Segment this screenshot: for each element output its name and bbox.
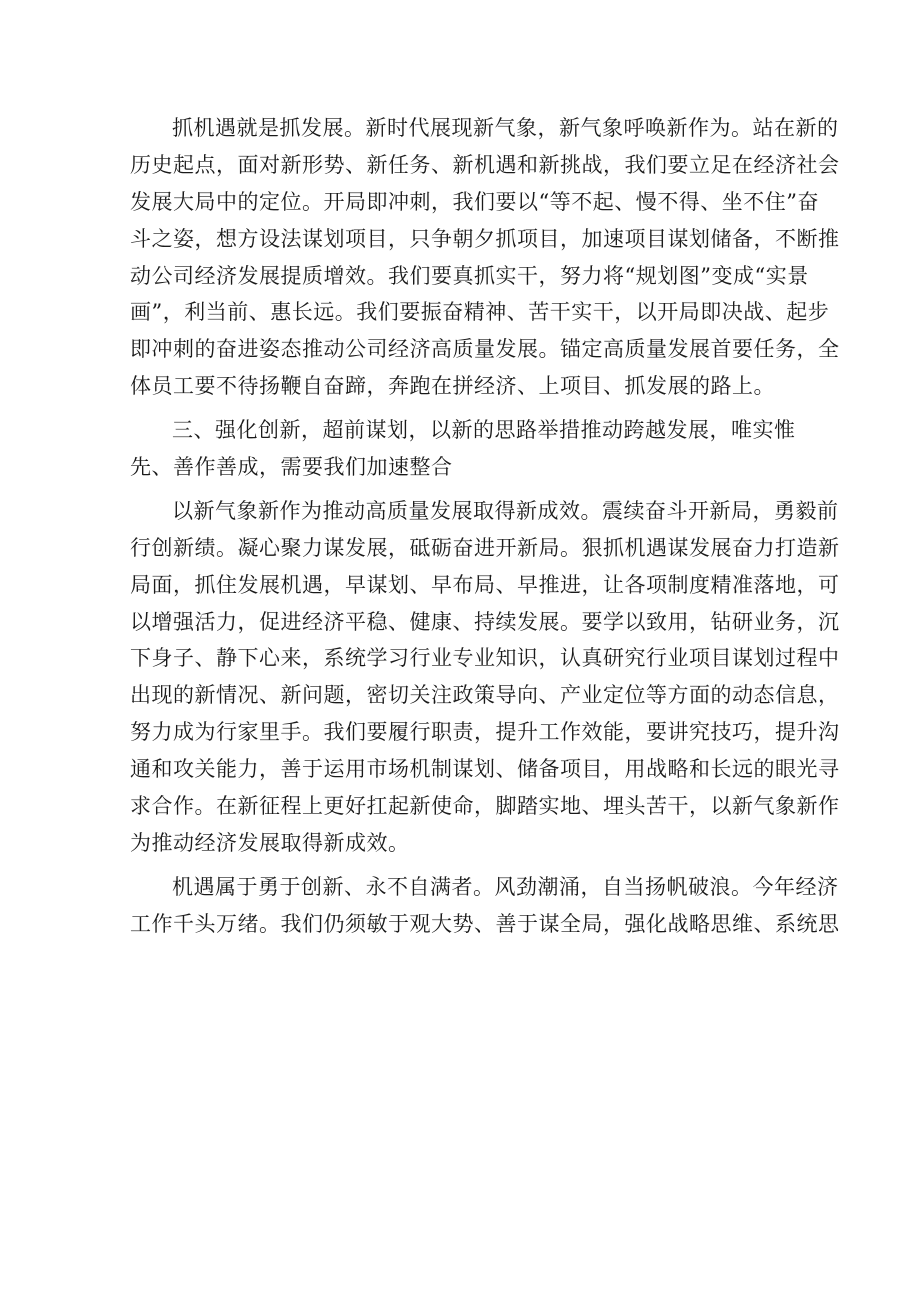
text-line: 动公司经济发展提质增效。我们要真抓实干，努力将“规划图”变成“实景 (130, 263, 809, 288)
text-line: 发展大局中的定位。开局即冲刺，我们要以“等不起、慢不得、坐不住”奋 (130, 189, 819, 214)
text-line: 通和攻关能力，善于运用市场机制谋划、储备项目，用战略和长远的眼光寻 (130, 757, 840, 782)
text-line: 为推动经济发展取得新成效。 (130, 830, 410, 855)
text-line: 下身子、静下心来，系统学习行业专业知识，认真研究行业项目谋划过程中 (130, 646, 840, 671)
text-line: 先、善作善成，需要我们加速整合 (130, 455, 453, 480)
text-line: 求合作。在新征程上更好扛起新使命，脚踏实地、埋头苦干，以新气象新作 (130, 794, 840, 819)
text-line: 行创新绩。凝心聚力谋发展，砥砺奋进开新局。狠抓机遇谋发展奋力打造新 (130, 535, 840, 560)
text-line: 三、强化创新，超前谋划，以新的思路举措推动跨越发展，唯实惟 (172, 418, 796, 443)
section-heading (130, 412, 794, 486)
text-line: 斗之姿，想方设法谋划项目，只争朝夕抓项目，加速项目谋划储备，不断推 (130, 226, 840, 251)
text-line: 以新气象新作为推动高质量发展取得新成效。震续奋斗开新局，勇毅前 (172, 498, 839, 523)
text-line: 历史起点，面对新形势、新任务、新机遇和新挑战，我们要立足在经济社会 (130, 152, 840, 177)
paragraph (130, 110, 840, 405)
text-line: 机遇属于勇于创新、永不自满者。风劲潮涌，自当扬帆破浪。今年经济 (172, 874, 839, 899)
text-line: 以增强活力，促进经济平稳、健康、持续发展。要学以致用，钻研业务，沉 (130, 609, 840, 634)
paragraph (130, 493, 840, 862)
text-line: 局面，抓住发展机遇，早谋划、早布局、早推进，让各项制度精准落地，可 (130, 572, 840, 597)
text-line: 即冲刺的奋进姿态推动公司经济高质量发展。锚定高质量发展首要任务，全 (130, 337, 840, 362)
text-line: 工作千头万绪。我们仍须敏于观大势、善于谋全局，强化战略思维、系统思 (130, 911, 840, 936)
text-line: 画”，利当前、惠长远。我们要振奋精神、苦干实干，以开局即决战、起步 (130, 300, 830, 325)
text-line: 抓机遇就是抓发展。新时代展现新气象，新气象呼唤新作为。站在新的 (172, 116, 839, 140)
text-line: 出现的新情况、新问题，密切关注政策导向、产业定位等方面的动态信息， (130, 683, 840, 708)
text-line: 努力成为行家里手。我们要履行职责，提升工作效能，要讲究技巧，提升沟 (130, 720, 840, 745)
document-body (130, 110, 840, 943)
paragraph (130, 869, 840, 943)
text-line: 体员工要不待扬鞭自奋蹄，奔跑在拼经济、上项目、抓发展的路上。 (130, 374, 775, 399)
